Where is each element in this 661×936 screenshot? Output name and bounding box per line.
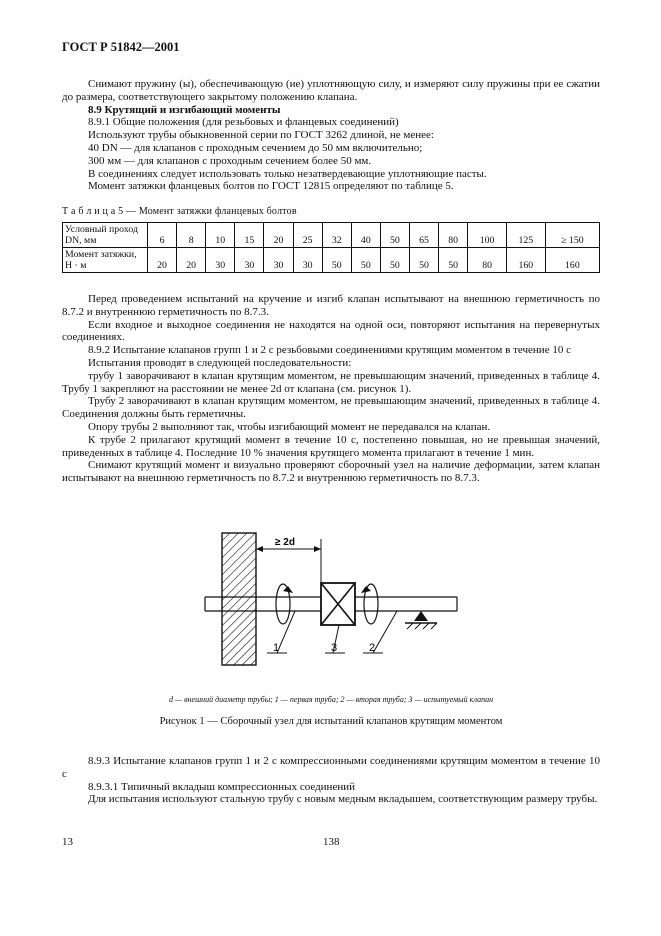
table-cell: 160	[506, 248, 545, 273]
paragraph: Для испытания используют стальную трубу с новым медным вкладышем, соответствующим размеру трубы.	[88, 793, 598, 806]
subsection-heading: 8.9.1 Общие положения (для резьбовых и фланцевых соединений)	[88, 116, 399, 129]
page-number: 138	[323, 836, 340, 848]
table-cell: 6	[148, 223, 177, 248]
table-cell: 50	[439, 248, 468, 273]
table-cell: ≥ 150	[545, 223, 599, 248]
text-block-2	[62, 293, 600, 485]
table-cell: 30	[293, 248, 322, 273]
table-row	[63, 223, 600, 248]
table-cell: 50	[351, 248, 380, 273]
table-cell: 80	[439, 223, 468, 248]
table-cell: 10	[206, 223, 235, 248]
table-cell: 50	[380, 248, 409, 273]
page-marker: 13	[62, 836, 73, 848]
table-cell: 32	[322, 223, 351, 248]
row-label: Момент затяжки, Н · м	[63, 248, 148, 273]
paragraph: Момент затяжки фланцевых болтов по ГОСТ 12815 определяют по таблице 5.	[88, 180, 454, 193]
row-label: Условный проход DN, мм	[63, 223, 148, 248]
subsection-heading: 8.9.2 Испытание клапанов групп 1 и 2 с резьбовыми соединениями крутящим моментом в течение 10 с	[88, 344, 571, 357]
text-block-3	[62, 755, 600, 806]
label-valve-3: 3	[331, 642, 338, 654]
figure-legend: d — внешний диаметр трубы; 1 — первая труба; 2 — вторая труба; 3 — испытуемый клапан	[168, 695, 494, 704]
paragraph: Если входное и выходное соединения не находятся на одной оси, повторяют испытания на перевернутых соединениях.	[62, 318, 600, 344]
table-cell: 20	[177, 248, 206, 273]
paragraph: Трубу 2 заворачивают в клапан крутящим моментом, не превышающим значений, приведенных в таблице 4. Соединения должны быть герметичны.	[62, 395, 600, 421]
paragraph: Опору трубы 2 выполняют так, чтобы изгибающий момент не передавался на клапан.	[88, 420, 491, 433]
paragraph: Испытания проводят в следующей последовательности:	[88, 356, 352, 369]
support-icon	[414, 611, 428, 621]
label-pipe-2: 2	[369, 642, 376, 654]
table-caption: Т а б л и ц а 5 — Момент затяжки фланцевых болтов	[62, 206, 297, 217]
table-cell: 50	[409, 248, 438, 273]
paragraph: К трубе 2 прилагают крутящий момент в течение 10 с, постепенно повышая, но не превышая значений, приведенных в таблице 4. Последние 10 % значения крутящего момента прилагают в течение 1 мин.	[62, 433, 600, 459]
table-cell: 50	[322, 248, 351, 273]
text-block-1	[62, 78, 600, 193]
table-cell: 15	[235, 223, 264, 248]
torque-table	[62, 222, 600, 273]
paragraph: Используют трубы обыкновенной серии по ГОСТ 3262 длиной, не менее:	[88, 129, 434, 142]
table-cell: 40	[351, 223, 380, 248]
paragraph: Снимают пружину (ы), обеспечивающую (ие) уплотняющую силу, и измеряют силу пружины при ее сжатии до размера, соответствующего закрытому положению клапана.	[62, 78, 600, 103]
table-cell: 160	[545, 248, 599, 273]
table-cell: 25	[293, 223, 322, 248]
table-cell: 100	[468, 223, 507, 248]
wall-support	[222, 533, 256, 665]
table-cell: 30	[206, 248, 235, 273]
assembly-figure	[195, 525, 475, 675]
paragraph: Перед проведением испытаний на кручение и изгиб клапан испытывают на внешнюю герметичность по 8.7.2 и внутреннюю герметичность по 8.7.3.	[62, 293, 600, 318]
table-cell: 30	[264, 248, 293, 273]
table-cell: 8	[177, 223, 206, 248]
section-heading: 8.9 Крутящий и изгибающий моменты	[88, 103, 281, 116]
table-cell: 80	[468, 248, 507, 273]
paragraph: 40 DN — для клапанов с проходным сечением до 50 мм включительно;	[88, 141, 423, 154]
table-cell: 20	[148, 248, 177, 273]
table-cell: 50	[380, 223, 409, 248]
document-header: ГОСТ Р 51842—2001	[62, 40, 180, 54]
subsection-heading: 8.9.3.1 Типичный вкладыш компрессионных соединений	[88, 780, 355, 793]
label-pipe-1: 1	[273, 642, 280, 654]
paragraph: 300 мм — для клапанов с проходным сечением более 50 мм.	[88, 154, 372, 167]
table-cell: 125	[506, 223, 545, 248]
dimension-label: ≥ 2d	[275, 537, 295, 548]
paragraph: В соединениях следует использовать только незатвердевающие уплотняющие пасты.	[88, 167, 487, 180]
paragraph: Снимают крутящий момент и визуально проверяют сборочный узел на наличие деформации, затем клапан испытывают на внешнюю герметичность по 8.7.2 и внутреннюю герметичность по 8.7.3.	[62, 459, 600, 485]
figure-caption: Рисунок 1 — Сборочный узел для испытаний клапанов крутящим моментом	[159, 716, 503, 727]
table-cell: 65	[409, 223, 438, 248]
table-cell: 20	[264, 223, 293, 248]
subsection-heading: 8.9.3 Испытание клапанов групп 1 и 2 с компрессионными соединениями крутящим моментом в течение 10 с	[62, 755, 600, 780]
table-row	[63, 248, 600, 273]
table-cell: 30	[235, 248, 264, 273]
paragraph: трубу 1 заворачивают в клапан крутящим моментом, не превышающим значений, приведенных в таблице 4. Трубу 1 закрепляют на расстоянии не менее 2d от клапана (см. рисунок 1).	[62, 369, 600, 395]
